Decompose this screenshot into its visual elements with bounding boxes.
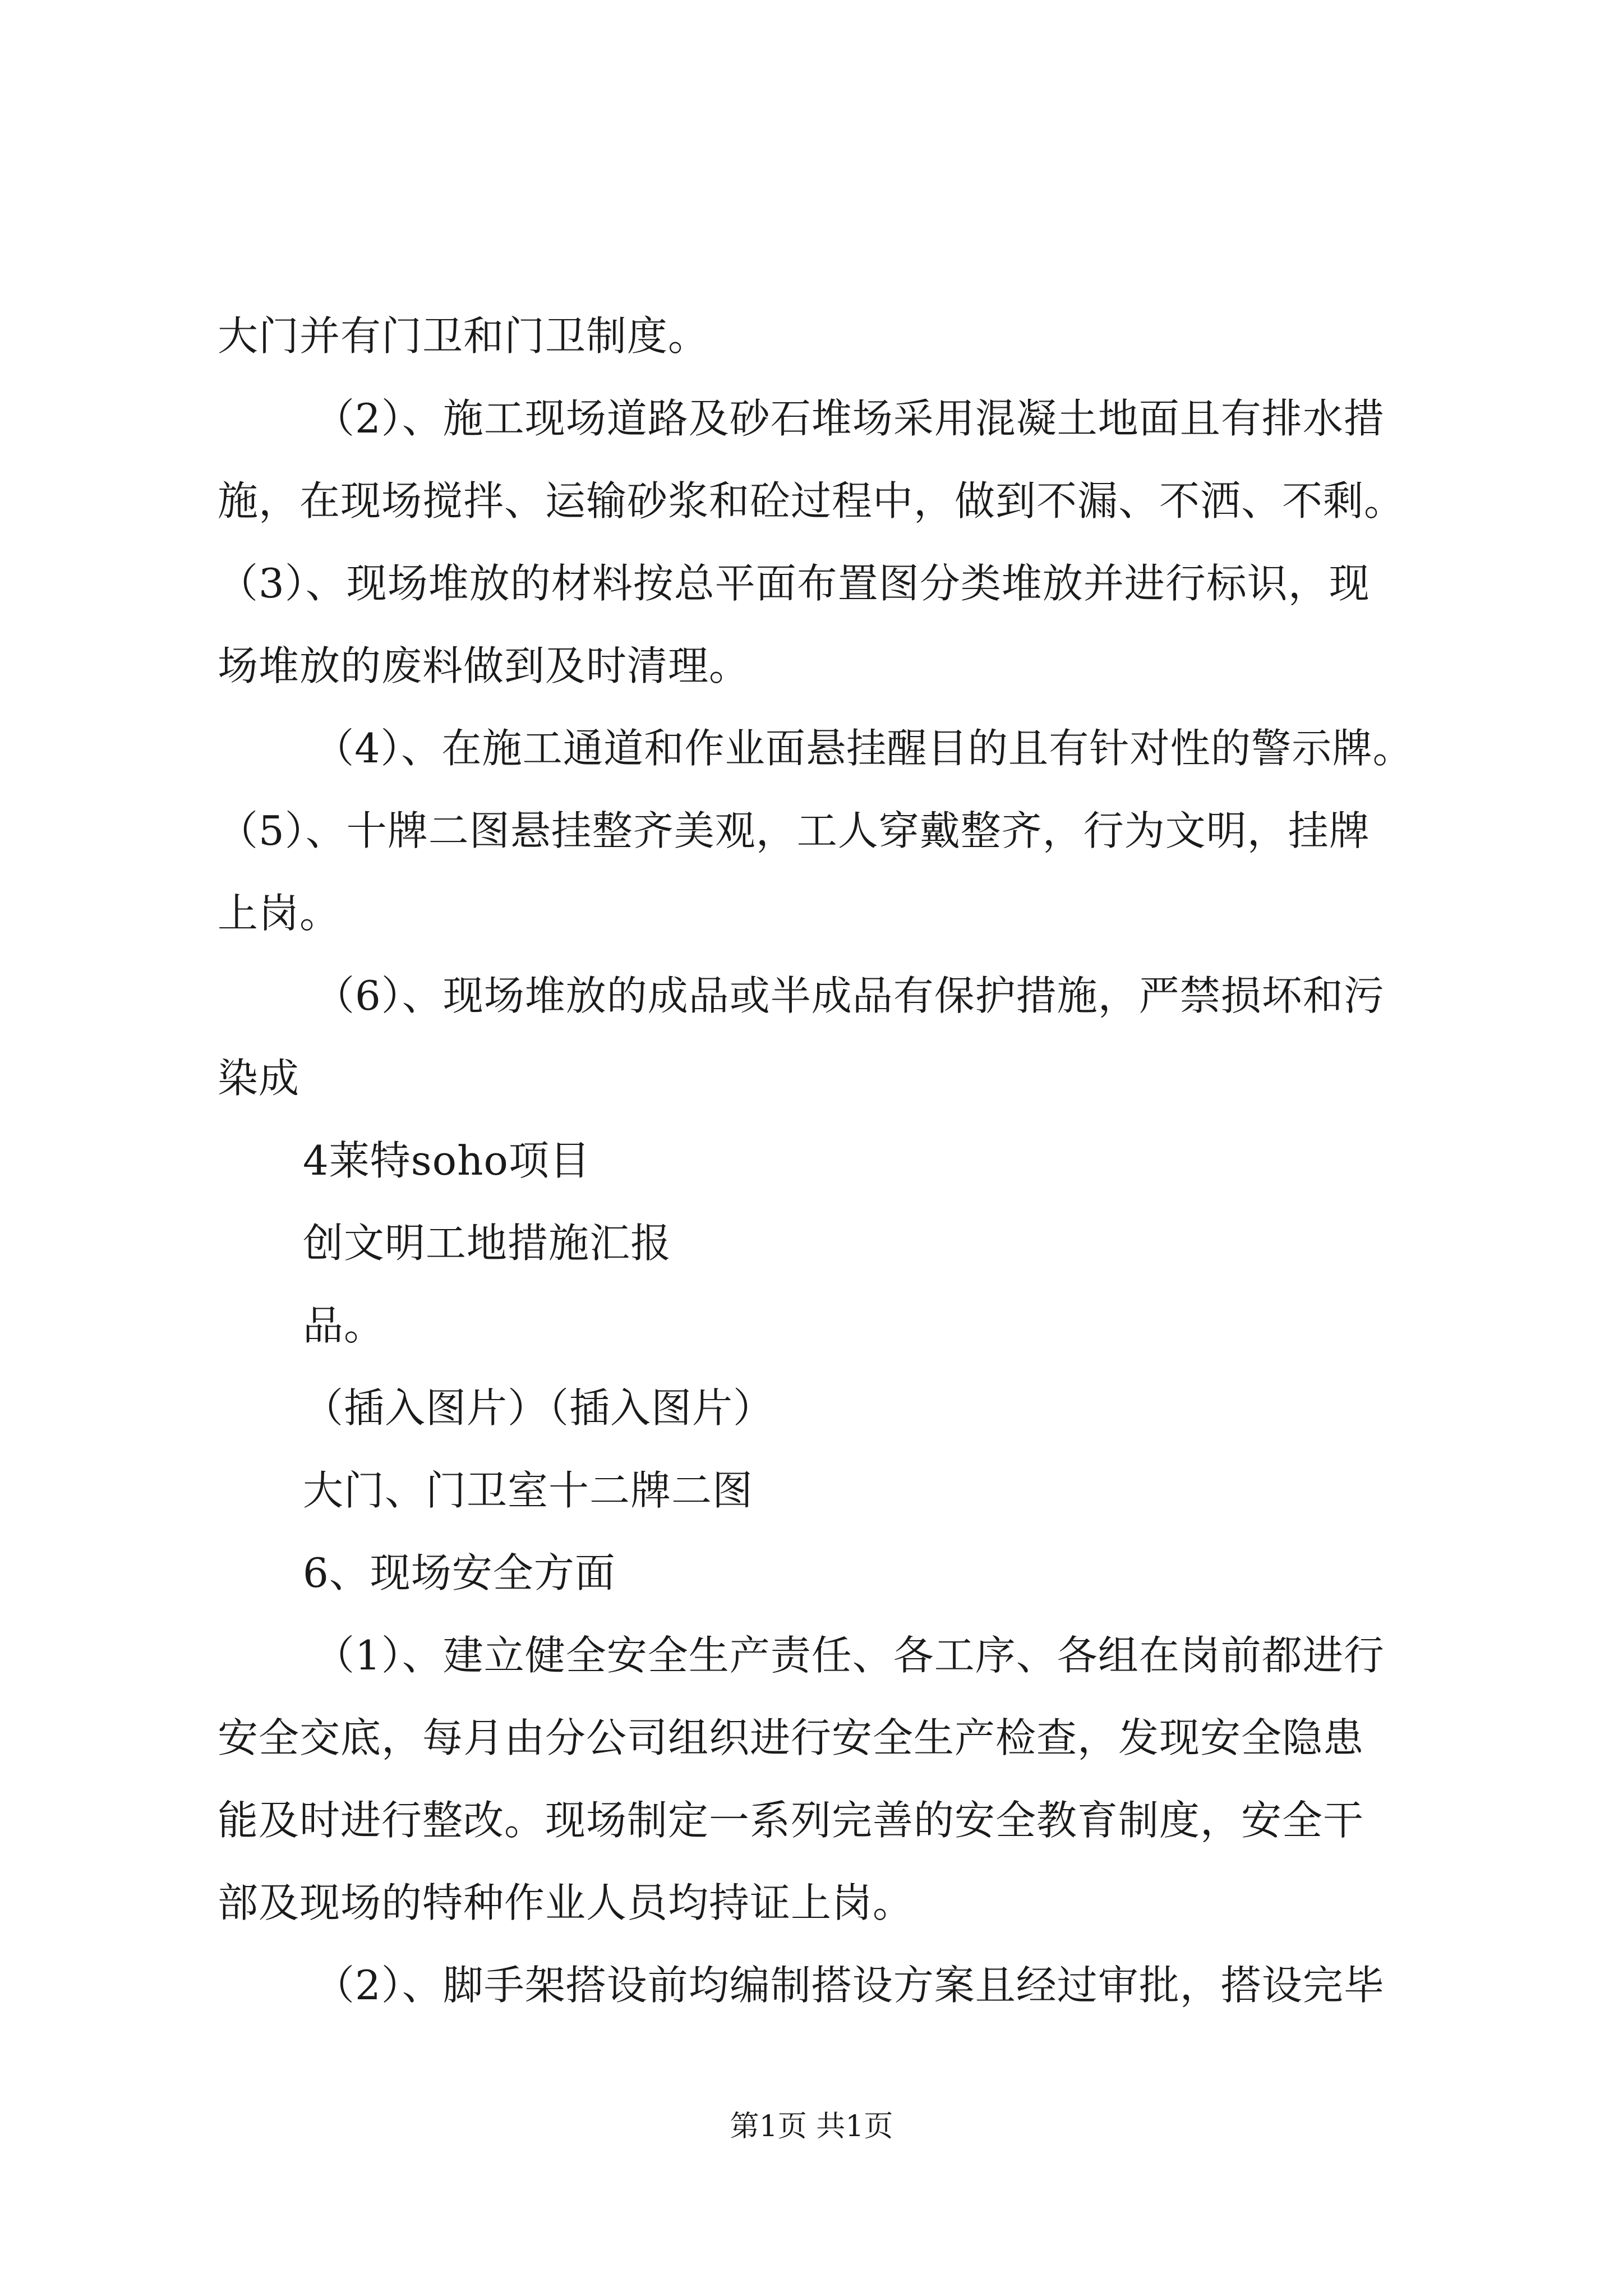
paragraph-line-1: 大门并有门卫和门卫制度。 [218,312,709,360]
paragraph-line-11: 4莱特soho项目 [303,1137,591,1184]
paragraph-line-20: 部及现场的特种作业人员均持证上岗。 [218,1879,914,1926]
paragraph-line-18: 安全交底，每月由分公司组织进行安全生产检查，发现安全隐患 [218,1714,1364,1761]
paragraph-line-17: （1）、建立健全安全生产责任、各工序、各组在岗前都进行 [314,1632,1385,1679]
paragraph-line-10: 染成 [218,1055,300,1102]
paragraph-line-2: （2）、施工现场道路及砂石堆场采用混凝土地面且有排水措 [314,395,1385,442]
paragraph-line-13: 品。 [303,1302,385,1349]
section-heading: 6、现场安全方面 [303,1549,616,1596]
paragraph-line-4: （3）、现场堆放的材料按总平面布置图分类堆放并进行标识，现 [218,560,1370,607]
page-footer: 第1页 共1页 [730,2110,893,2143]
paragraph-line-9: （6）、现场堆放的成品或半成品有保护措施，严禁损坏和污 [314,972,1385,1019]
paragraph-line-12: 创文明工地措施汇报 [303,1220,672,1267]
paragraph-line-7: （5）、十牌二图悬挂整齐美观，工人穿戴整齐，行为文明，挂牌 [218,807,1370,854]
paragraph-line-3: 施，在现场搅拌、运输砂浆和砼过程中，做到不漏、不洒、不剩。 [218,477,1405,524]
paragraph-line-19: 能及时进行整改。现场制定一系列完善的安全教育制度，安全干 [218,1797,1364,1844]
paragraph-line-14: （插入图片）（插入图片） [303,1384,774,1432]
paragraph-line-6: （4）、在施工通道和作业面悬挂醒目的且有针对性的警示牌。 [314,725,1413,772]
paragraph-line-21: （2）、脚手架搭设前均编制搭设方案且经过审批，搭设完毕 [314,1962,1385,2009]
paragraph-line-5: 场堆放的废料做到及时清理。 [218,642,750,689]
paragraph-line-8: 上岗。 [218,890,341,937]
paragraph-line-15: 大门、门卫室十二牌二图 [303,1467,754,1514]
